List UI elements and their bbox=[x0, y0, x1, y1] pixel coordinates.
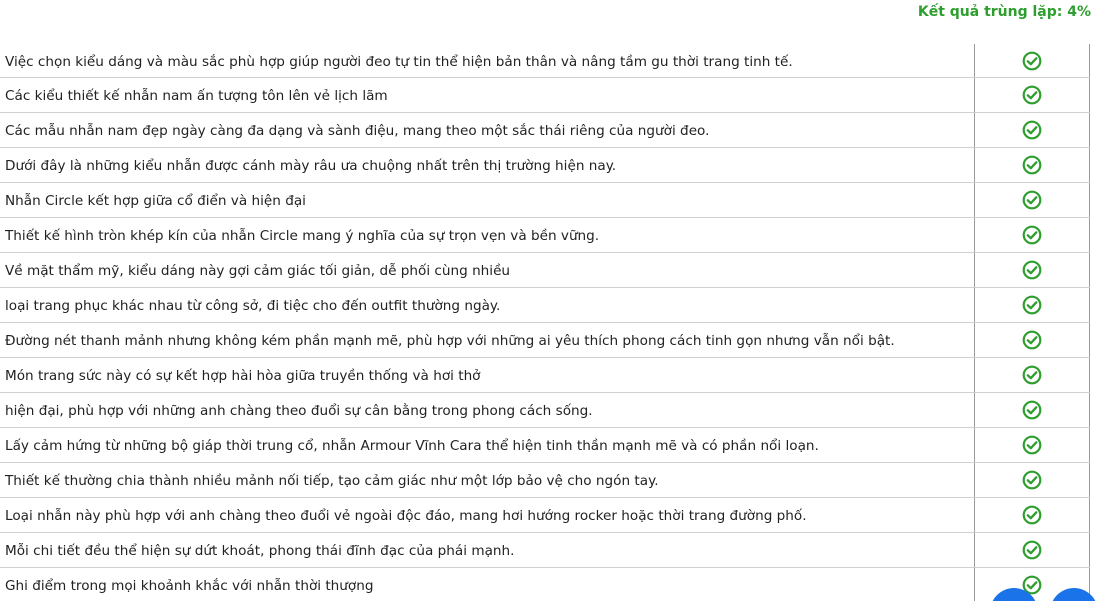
check-circle-icon bbox=[1022, 295, 1042, 315]
table-row bbox=[0, 44, 1090, 78]
check-circle-icon bbox=[1022, 51, 1042, 71]
sentence-text: Lấy cảm hứng từ những bộ giáp thời trung cổ, nhẫn Armour Vĩnh Cara thể hiện tinh thần mạnh mẽ và có phần nổi loạn. bbox=[0, 428, 975, 462]
sentence-text: Thiết kế hình tròn khép kín của nhẫn Circle mang ý nghĩa của sự trọn vẹn và bền vững. bbox=[0, 218, 975, 252]
sentence-text: loại trang phục khác nhau từ công sở, đi tiệc cho đến outfit thường ngày. bbox=[0, 288, 975, 322]
check-circle-icon bbox=[1022, 225, 1042, 245]
sentence-text: Các mẫu nhẫn nam đẹp ngày càng đa dạng và sành điệu, mang theo một sắc thái riêng của người đeo. bbox=[0, 113, 975, 147]
status-cell bbox=[975, 533, 1090, 567]
status-cell bbox=[975, 78, 1090, 112]
check-circle-icon bbox=[1022, 260, 1042, 280]
status-cell bbox=[975, 323, 1090, 357]
table-row bbox=[0, 183, 1090, 218]
table-row bbox=[0, 218, 1090, 253]
sentence-text: Ghi điểm trong mọi khoảnh khắc với nhẫn thời thượng bbox=[0, 568, 975, 601]
table-row bbox=[0, 253, 1090, 288]
sentence-text: Việc chọn kiểu dáng và màu sắc phù hợp giúp người đeo tự tin thể hiện bản thân và nâng tầm gu thời trang tinh tế. bbox=[0, 44, 975, 77]
table-row bbox=[0, 358, 1090, 393]
table-row bbox=[0, 113, 1090, 148]
status-cell bbox=[975, 44, 1090, 77]
check-circle-icon bbox=[1022, 400, 1042, 420]
status-cell bbox=[975, 358, 1090, 392]
check-circle-icon bbox=[1022, 470, 1042, 490]
status-cell bbox=[975, 113, 1090, 147]
sentence-text: Dưới đây là những kiểu nhẫn được cánh mày râu ưa chuộng nhất trên thị trường hiện nay. bbox=[0, 148, 975, 182]
status-cell bbox=[975, 393, 1090, 427]
table-row bbox=[0, 568, 1090, 601]
sentence-check-table bbox=[0, 44, 1090, 601]
sentence-text: hiện đại, phù hợp với những anh chàng theo đuổi sự cân bằng trong phong cách sống. bbox=[0, 393, 975, 427]
status-cell bbox=[975, 148, 1090, 182]
status-cell bbox=[975, 463, 1090, 497]
status-cell bbox=[975, 498, 1090, 532]
check-circle-icon bbox=[1022, 120, 1042, 140]
table-row bbox=[0, 498, 1090, 533]
check-circle-icon bbox=[1022, 155, 1042, 175]
sentence-text: Loại nhẫn này phù hợp với anh chàng theo đuổi vẻ ngoài độc đáo, mang hơi hướng rocker hoặc thời trang đường phố. bbox=[0, 498, 975, 532]
status-cell bbox=[975, 253, 1090, 287]
check-circle-icon bbox=[1022, 330, 1042, 350]
sentence-text: Nhẫn Circle kết hợp giữa cổ điển và hiện đại bbox=[0, 183, 975, 217]
table-row bbox=[0, 428, 1090, 463]
duplicate-result-label: Kết quả trùng lặp: 4% bbox=[917, 4, 1091, 20]
check-circle-icon bbox=[1022, 540, 1042, 560]
table-row bbox=[0, 323, 1090, 358]
check-circle-icon bbox=[1022, 85, 1042, 105]
sentence-text: Các kiểu thiết kế nhẫn nam ấn tượng tôn lên vẻ lịch lãm bbox=[0, 78, 975, 112]
status-cell bbox=[975, 183, 1090, 217]
status-cell bbox=[975, 428, 1090, 462]
sentence-text: Món trang sức này có sự kết hợp hài hòa giữa truyền thống và hơi thở bbox=[0, 358, 975, 392]
sentence-text: Thiết kế thường chia thành nhiều mảnh nối tiếp, tạo cảm giác như một lớp bảo vệ cho ngón tay. bbox=[0, 463, 975, 497]
table-row bbox=[0, 393, 1090, 428]
table-row bbox=[0, 78, 1090, 113]
sentence-text: Mỗi chi tiết đều thể hiện sự dứt khoát, phong thái đĩnh đạc của phái mạnh. bbox=[0, 533, 975, 567]
sentence-text: Về mặt thẩm mỹ, kiểu dáng này gợi cảm giác tối giản, dễ phối cùng nhiều bbox=[0, 253, 975, 287]
table-row bbox=[0, 463, 1090, 498]
check-circle-icon bbox=[1022, 190, 1042, 210]
check-circle-icon bbox=[1022, 365, 1042, 385]
check-circle-icon bbox=[1022, 505, 1042, 525]
table-row bbox=[0, 533, 1090, 568]
table-row bbox=[0, 288, 1090, 323]
status-cell bbox=[975, 218, 1090, 252]
table-row bbox=[0, 148, 1090, 183]
status-cell bbox=[975, 288, 1090, 322]
check-circle-icon bbox=[1022, 435, 1042, 455]
sentence-text: Đường nét thanh mảnh nhưng không kém phần mạnh mẽ, phù hợp với những ai yêu thích phong cách tinh gọn nhưng vẫn nổi bật. bbox=[0, 323, 975, 357]
